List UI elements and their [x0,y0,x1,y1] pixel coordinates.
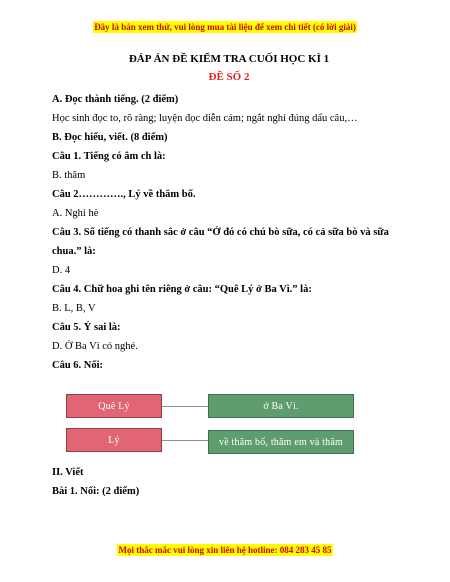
match-connector-2 [162,440,208,441]
matching-diagram [52,384,406,472]
question-5: Câu 5. Ý sai là: [52,322,121,333]
match-right-o-ba-vi: ở Ba Vì. [208,394,354,418]
answer-2: A. Nghỉ hè [52,208,99,219]
question-6: Câu 6. Nối: [52,360,104,371]
document-subtitle: ĐỀ SỐ 2 [208,71,250,83]
answer-3: D. 4 [52,265,71,276]
match-left-que-ly: Quê Lý [66,394,162,418]
answer-5: D. Ở Ba Vì có nghé. [52,341,138,352]
question-3-line-1: Câu 3. Số tiếng có thanh sắc ở câu “Ở đó có chú bò sữa, có cả sữa bò và sữa [52,227,389,238]
section-a-text: Học sinh đọc to, rõ ràng; luyện đọc diễn cảm; ngắt nghỉ đúng dấu câu,… [52,113,358,124]
answer-document [52,52,406,498]
answer-1: B. thăm [52,170,86,181]
match-left-ly: Lý [66,428,162,452]
section-2-heading: II. Viết [52,467,84,478]
bottom-hotline-banner-text: Mọi thắc mắc vui lòng xin liên hệ hotline: 084 283 45 85 [118,545,332,555]
bottom-hotline-banner [0,545,450,555]
document-title: ĐÁP ÁN ĐỀ KIỂM TRA CUỐI HỌC KÌ 1 [128,53,330,65]
match-connector-1 [162,406,208,407]
question-1: Câu 1. Tiếng có âm ch là: [52,151,166,162]
match-right-ve-tham-bo: về thăm bố, thăm em và thăm quê. [208,430,354,454]
top-preview-banner [0,22,450,32]
section-b-heading: B. Đọc hiểu, viết. (8 điểm) [52,132,168,143]
exercise-1-heading: Bài 1. Nối: (2 điểm) [52,486,140,497]
question-4: Câu 4. Chữ hoa ghi tên riêng ở câu: “Quê Lý ở Ba Vì.” là: [52,284,312,295]
question-3-line-2: chua.” là: [52,246,96,257]
answer-4: B. L, B, V [52,303,96,314]
top-preview-banner-text: Đây là bản xem thử, vui lòng mua tài liệu để xem chi tiết (có lời giải) [94,22,356,32]
section-a-heading: A. Đọc thành tiếng. (2 điểm) [52,94,179,105]
question-2: Câu 2…………., Lý về thăm bố. [52,189,196,200]
